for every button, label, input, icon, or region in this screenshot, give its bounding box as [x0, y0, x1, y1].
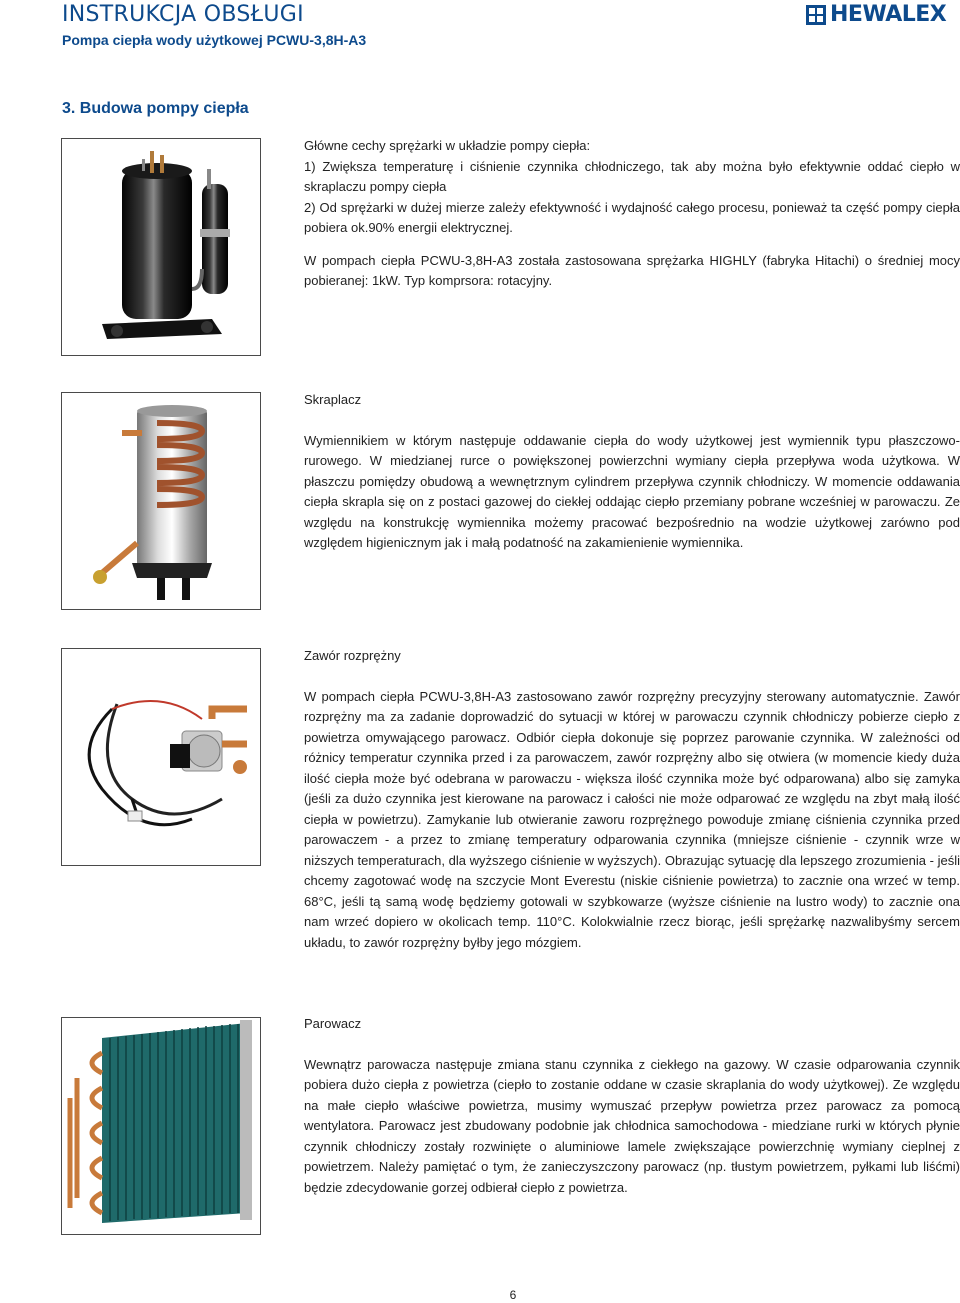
document-title: INSTRUKCJA OBSŁUGI [62, 2, 304, 27]
compressor-description: W pompach ciepła PCWU-3,8H-A3 została zastosowana sprężarka HIGHLY (fabryka Hitachi) o średniej mocy pobieranej: 1kW. Typ komprsora: rotacyjny. [304, 252, 960, 288]
condenser-description: Wymiennikiem w którym następuje oddawanie ciepła do wody użytkowej jest wymiennik typu płaszczowo-rurowego. W miedzianej rurce o powiększonej powierzchni wymiany ciepła przepływa woda użytkowa. W płaszczu pomiędzy obudową a wewnętrznym cylindrem przepływa czynnik chłodniczy. W momencie oddawania ciepła skrapla się on z postaci gazowej do ciekłej oddając ciepło przemiany pobrane wcześniej w parowaczu. Ze względu na konstrukcję wymiennika możemy pracować bezpośrednio na wodzie użytkowej zarówno pod względem higienicznym jak i małą podatność na zakamienienie wymiennika. [304, 432, 960, 550]
compressor-intro: Główne cechy sprężarki w układzie pompy ciepła: [304, 138, 591, 153]
evaporator-heading: Parowacz [304, 1016, 362, 1031]
expansion-valve-description: W pompach ciepła PCWU-3,8H-A3 zastosowano zawór rozprężny precyzyjny sterowany automatycznie. Zawór rozprężny ma za zadanie doprowadzić do sytuacji w której w parowaczu czynnik chłodniczy pobierze ciepło z powietrza omywającego parowacz. Odbiór ciepła dokonuje się poprzez parowanie czynnika. W zależności od różnicy temperatur czynnika przed i za parowaczem, zawór rozprężny albo się otwiera (w momencie kiedy duża ilość ciepła może być odebrana w parowaczu - większa ilość czynnika może być odparowana) albo się zamyka (jeśli za dużo czynnika jest kierowane na parowacz i całości nie może odparować ze względu na zbyt małą ilość ciepła w powietrzu). Zamykanie lub otwieranie zaworu rozprężnego powoduje zmianę ciśnienia czynnika przed parowaczem - a przez to zmianę temperatury odparowania czynnika (mniejsze ciśnienie - czynnik wrze w niższych temperaturach, dla wyższego ciśnienie w wyższych). Obrazując sytuację dla lepszego zrozumienia - jeśli chcemy zagotować wodę na szczycie Mont Everestu (niskie ciśnienie powietrza) to zacznie ona wrzeć w temp. 68°C, jeśli tą samą wodę będziemy gotowali w szybkowarze (wyższe ciśnienie na lustro wody) to zacznie ona nam wrzeć dopiero w okolicach temp. 110°C. Kolokwialnie rzecz biorąc, jeśli sprężarkę nazwalibyśmy sercem układu, to zawór rozprężny byłby jego mózgiem. [304, 688, 960, 950]
evaporator-description: Wewnątrz parowacza następuje zmiana stanu czynnika z ciekłego na gazowy. W czasie odparowania czynnik pobiera dużo ciepła z powietrza (ciepło to zostanie oddane w czasie skraplania do wody użytkowej). Ze względu na małe ciepło właściwe powietrza, musimy wymuszać przepływ powietrza przez parowacz za pomocą wentylatora. Parowacz jest zbudowany podobnie jak chłodnica samochodowa - miedziane rurki w których płynie czynnik chłodniczy zostały rozwinięte o aluminiowe lamele zwiększające powierzchnię wymiany cieplnej z powietrzem. Należy pamiętać o tym, że zanieczyszczony parowacz (np. tłustym powietrzem, pyłkami lub liśćmi) będzie zdecydowanie gorzej odbierał ciepło z powietrza. [304, 1056, 960, 1195]
document-subtitle: Pompa ciepła wody użytkowej PCWU-3,8H-A3 [62, 32, 367, 48]
page-number: 6 [509, 1288, 517, 1302]
compressor-photo [61, 138, 261, 356]
condenser-photo [61, 392, 261, 610]
condenser-heading: Skraplacz [304, 392, 362, 407]
compressor-feature-2: 2) Od sprężarki w dużej mierze zależy efektywność i wydajność całego procesu, ponieważ ta część pompy ciepła pobiera ok.90% energii elektrycznej. [304, 199, 960, 235]
evaporator-photo [61, 1017, 261, 1235]
hewalex-logo [806, 4, 946, 26]
section-heading: 3. Budowa pompy ciepła [62, 100, 249, 117]
evaporator-text-block [304, 1014, 960, 1198]
expansion-valve-text-block [304, 646, 960, 953]
expansion-valve-photo [61, 648, 261, 866]
compressor-text-block [304, 136, 960, 292]
logo-mark-icon [806, 5, 826, 25]
expansion-valve-heading: Zawór rozprężny [304, 648, 401, 663]
logo-text: HEWALEX [830, 2, 947, 27]
compressor-feature-1: 1) Zwiększa temperaturę i ciśnienie czynnika chłodniczego, tak aby można było efektywnie oddać ciepło w skraplaczu pompy ciepła [304, 158, 960, 194]
condenser-text-block [304, 390, 960, 554]
